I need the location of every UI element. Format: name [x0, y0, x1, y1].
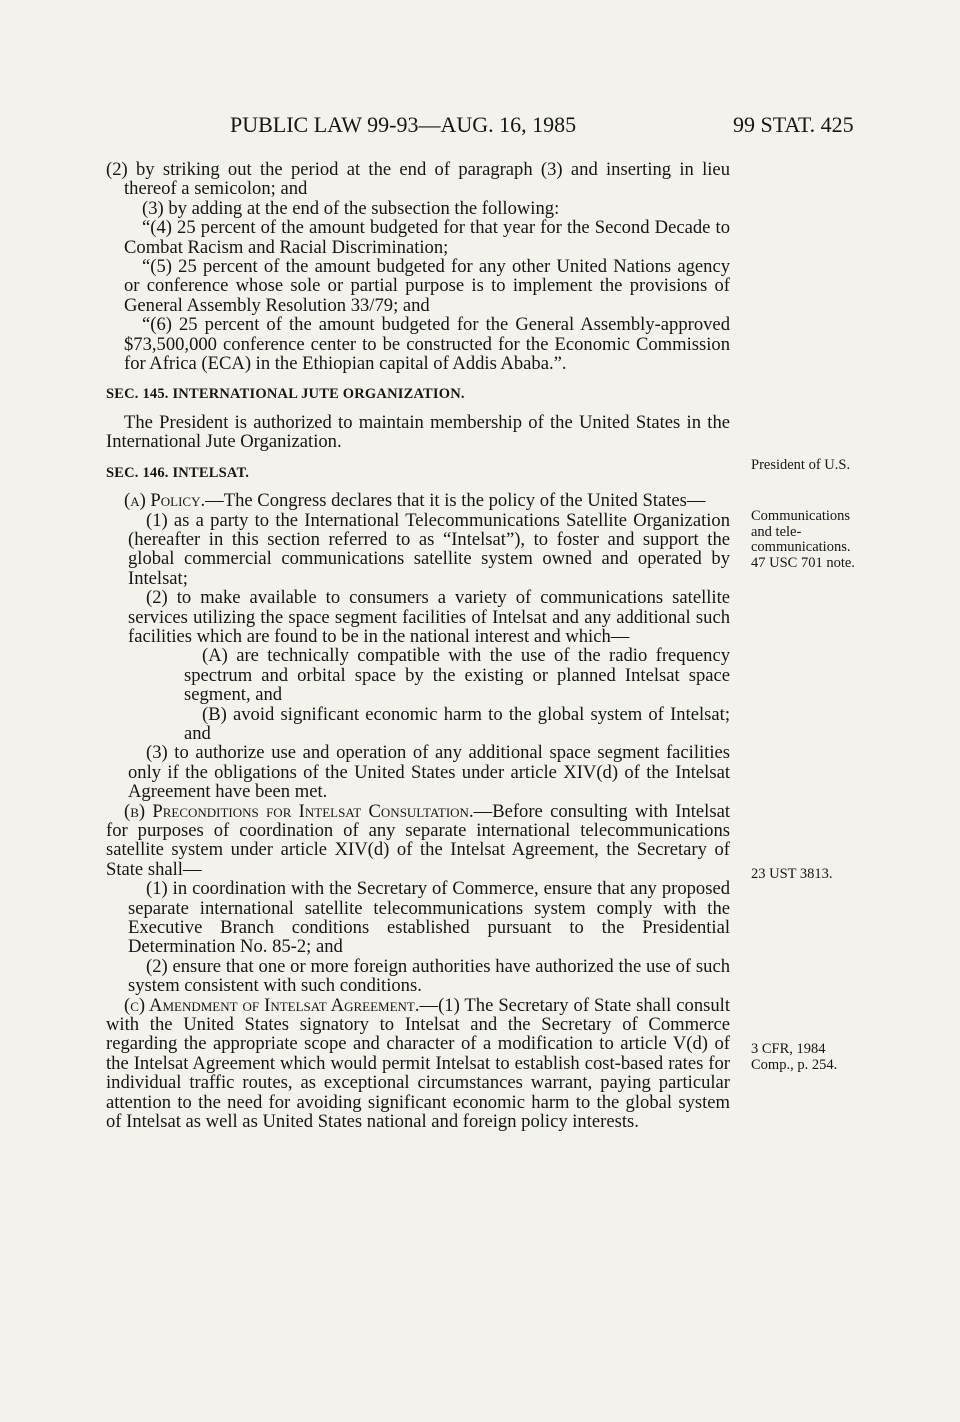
margin-note-communications-line-3: communications.	[751, 539, 851, 555]
margin-note-usc-citation: 47 USC 701 note.	[751, 554, 855, 571]
margin-note-cfr-line-2: Comp., p. 254.	[751, 1056, 838, 1073]
subsection-c	[106, 996, 730, 1132]
margin-note-cfr-line-1: 3 CFR, 1984	[751, 1041, 826, 1057]
margin-note-communications-line-1: Communications	[751, 508, 851, 524]
margin-note-cfr	[751, 1042, 891, 1073]
margin-note-communications-line-2: and tele-	[751, 523, 802, 540]
body-text	[106, 160, 730, 1132]
subsection-a-2-A: (A) are technically compatible with the use of the radio frequency spectrum and orbital space by the existing or planned Intelsat space segment, and	[184, 645, 730, 706]
subsection-b-1: (1) in coordination with the Secretary of Commerce, ensure that any proposed separate international satellite telecommunications system comply with the Executive Branch conditions established pursuant to the Presidential Determination No. 85-2; and	[128, 878, 730, 958]
quoted-paragraph-4: “(4) 25 percent of the amount budgeted for that year for the Second Decade to Combat Racism and Racial Discrimination;	[124, 217, 730, 258]
subsection-a-3: (3) to authorize use and operation of any additional space segment facilities only if the obligations of the United States under article XIV(d) of the Intelsat Agreement have been met.	[128, 742, 730, 803]
subsection-b	[106, 802, 730, 880]
subsection-a-2: (2) to make available to consumers a variety of communications satellite services utilizing the space segment facilities of Intelsat and any additional such facilities which are found to be in the national interest and which—	[128, 587, 730, 647]
subsection-a-label: (a) Policy.	[124, 490, 206, 512]
running-head	[0, 112, 960, 142]
subsection-b-text: —Before consulting with Intelsat for purposes of coordination of any separate international telecommunications satellite system under article XIV(d) of the Intelsat Agreement, the Secretary of State shall—	[106, 800, 730, 880]
margin-note-ust-citation: 23 UST 3813.	[751, 866, 833, 882]
quoted-paragraph-6: “(6) 25 percent of the amount budgeted for the General Assembly-approved $73,500,000 conference center to be constructed for the Economic Commission for Africa (ECA) in the Ethiopian capital of Addis Ababa.”.	[124, 314, 730, 375]
section-145-heading: SEC. 145. INTERNATIONAL JUTE ORGANIZATION.	[106, 386, 465, 403]
subsection-a	[106, 491, 730, 510]
quoted-paragraph-5: “(5) 25 percent of the amount budgeted for any other United Nations agency or conference whose sole or partial purpose is to implement the provisions of General Assembly Resolution 33/79; and	[124, 256, 730, 316]
margin-note-communications	[751, 509, 891, 571]
header-stat-citation: 99 STAT. 425	[733, 112, 854, 137]
subsection-a-text: —The Congress declares that it is the policy of the United States—	[205, 490, 706, 512]
subsection-a-2-B: (B) avoid significant economic harm to the global system of Intelsat; and	[184, 703, 730, 744]
subsection-c-text: —(1) The Secretary of State shall consult with the United States signatory to Intelsat and the Secretary of Commerce regarding the appropriate scope and character of a modification to article V(d) of the Intelsat Agreement which would permit Intelsat to establish cost-based rates for individual traffic routes, as exceptional circumstances warrant, paying particular attention to the need for avoiding significant economic harm to the global system of Intelsat as well as United States national and foreign policy interests.	[106, 994, 730, 1133]
subsection-b-2: (2) ensure that one or more foreign authorities have authorized the use of such system consistent with such conditions.	[128, 955, 730, 997]
section-145-text: The President is authorized to maintain membership of the United States in the International Jute Organization.	[106, 411, 730, 453]
margin-note-president: President of U.S.	[751, 457, 851, 473]
section-146-heading: SEC. 146. INTELSAT.	[106, 464, 250, 481]
header-title: PUBLIC LAW 99-93—AUG. 16, 1985	[230, 112, 577, 137]
subsection-b-label: (b) Preconditions for Intelsat Consultation.	[124, 800, 474, 822]
paragraph-3-adding: (3) by adding at the end of the subsection the following:	[142, 197, 560, 219]
subsection-a-1: (1) as a party to the International Telecommunications Satellite Organization (hereafter in this section referred to as “Intelsat”), to foster and support the global commercial communications satellite system owned and operated by Intelsat;	[128, 509, 730, 589]
paragraph-2-strike: (2) by striking out the period at the end of paragraph (3) and inserting in lieu thereof a semicolon; and	[106, 159, 730, 200]
subsection-c-label: (c) Amendment of Intelsat Agreement.	[124, 994, 420, 1016]
